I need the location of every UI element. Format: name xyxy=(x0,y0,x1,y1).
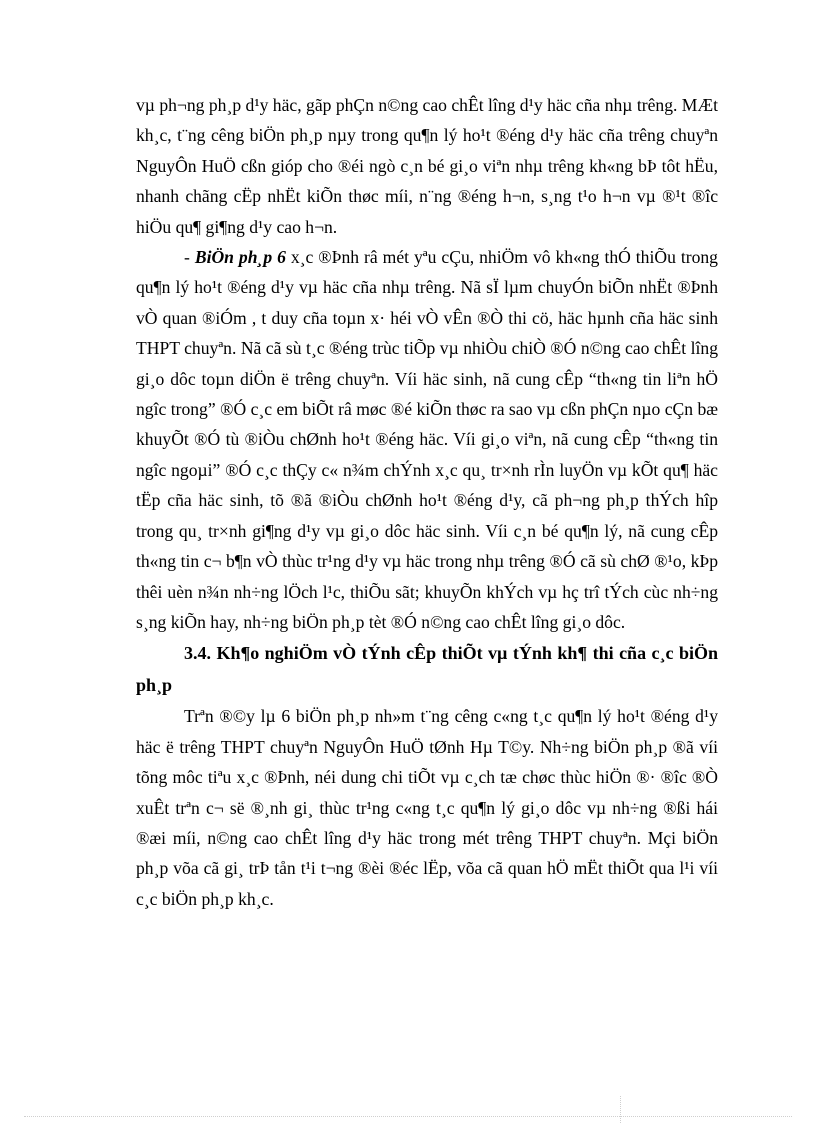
paragraph-2-text: x¸c ®Þnh râ mét yªu cÇu, nhiÖm vô kh«ng thÓ thiÕu trong qu¶n lý ho¹t ®éng d¹y vµ häc cña nhµ trêng. Nã sÏ lµm chuyÓn biÕn nhËt ®Þnh vÒ quan ®iÓm , t duy cña toµn x· héi vÒ vÊn ®Ò thi cö, häc hµnh cña häc sinh THPT chuyªn. Nã cã sù t¸c ®éng trùc tiÕp vµ nhiÒu chiÒ ®Ó n©ng cao chÊt lîng gi¸o dôc toµn diÖn ë trêng chuyªn. Víi häc sinh, nã cung cÊp “th«ng tin liªn hÖ ngîc trong” ®Ó c¸c em biÕt râ møc ®é kiÕn thøc ra sao vµ cßn phÇn nµo cÇn bæ khuyÕt ®Ó tù ®iÒu chØnh ho¹t ®éng häc. Víi gi¸o viªn, nã cung cÊp “th«ng tin ngîc ngoµi” ®Ó c¸c thÇy c« n¾m chÝnh x¸c qu¸ tr×nh rÌn luyÖn vµ kÕt qu¶ häc tËp cña häc sinh, tõ ®ã ®iÒu chØnh ho¹t ®éng d¹y, cã ph¬ng ph¸p thÝch hîp trong qu¸ tr×nh gi¶ng d¹y vµ gi¸o dôc häc sinh. Víi c¸n bé qu¶n lý, nã cung cÊp th«ng tin c¬ b¶n vÒ thùc tr¹ng d¹y vµ häc trong nhµ trêng ®Ó cã sù chØ ®¹o, kÞp thêi uèn n¾n nh÷ng lÖch l¹c, thiÕu sãt; khuyÕn khÝch vµ hç trî tÝch cùc nh÷ng s¸ng kiÕn hay, nh÷ng biÖn ph¸p tèt ®Ó n©ng cao chÊt lîng gi¸o dôc. xyxy=(136,247,718,632)
page-bottom-divider xyxy=(24,1116,792,1117)
closing-paragraph: Trªn ®©y lµ 6 biÖn ph¸p nh»m t¨ng cêng c«ng t¸c qu¶n lý ho¹t ®éng d¹y häc ë trêng THPT chuyªn NguyÔn HuÖ tØnh Hµ T©y. Nh÷ng biÖn ph¸p ®ã víi tõng môc tiªu x¸c ®Þnh, néi dung chi tiÕt vµ c¸ch tæ chøc thùc hiÖn ®· ®îc ®Ò xuÊt trªn c¬ së ®¸nh gi¸ thùc tr¹ng c«ng t¸c qu¶n lý gi¸o dôc vµ nh÷ng ®ßi hái ®æi míi, n©ng cao chÊt lîng d¹y häc trong mét trêng THPT chuyªn. Mçi biÖn ph¸p võa cã gi¸ trÞ tån t¹i t¬ng ®èi ®éc lËp, võa cã quan hÖ mËt thiÕt qua l¹i víi c¸c biÖn ph¸p kh¸c. xyxy=(136,706,718,909)
paragraph-1 xyxy=(136,90,718,242)
paragraph-2-lead-dash: - xyxy=(184,247,195,268)
paragraph-2-lead-emphasis: BiÖn ph¸p 6 xyxy=(194,247,286,268)
section-heading: 3.4. Kh¶o nghiÖm vÒ tÝnh cÊp thiÕt vµ tÝnh kh¶ thi cña c¸c biÖn ph¸p xyxy=(136,643,718,696)
paragraph-2 xyxy=(136,242,718,637)
page-bottom-marker xyxy=(620,1096,621,1123)
body-text xyxy=(136,90,718,914)
paragraph-1-text: vµ ph¬ng ph¸p d¹y häc, gãp phÇn n©ng cao chÊt lîng d¹y häc cña nhµ trêng. MÆt kh¸c, t¨ng cêng biÖn ph¸p nµy trong qu¶n lý ho¹t ®éng d¹y häc cña trêng chuyªn NguyÔn HuÖ cßn gióp cho ®éi ngò c¸n bé gi¸o viªn nhµ trêng kh«ng bÞ tôt hËu, nhanh chãng cËp nhËt kiÕn thøc míi, n¨ng ®éng h¬n, s¸ng t¹o h¬n vµ ®¹t ®îc hiÖu qu¶ gi¶ng d¹y cao h¬n. xyxy=(136,95,718,237)
